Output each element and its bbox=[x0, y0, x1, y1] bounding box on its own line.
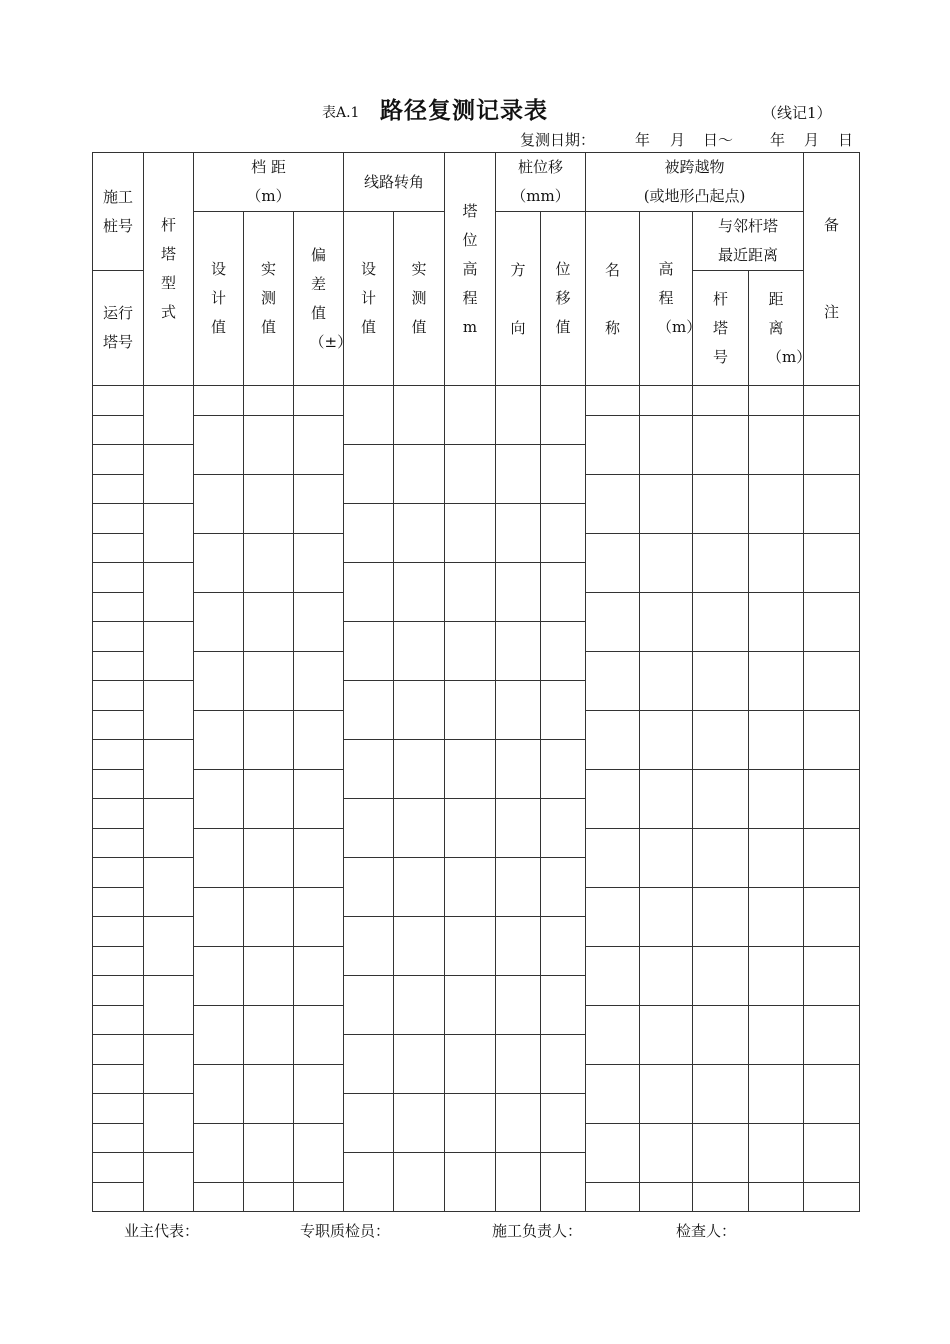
pole-tower-no-cell[interactable] bbox=[693, 946, 749, 1005]
header-span-design: 设计值 bbox=[194, 212, 244, 386]
header-angle-design: 设计值 bbox=[344, 212, 394, 386]
span-deviation-cell[interactable] bbox=[294, 386, 344, 416]
angle-measured-cell[interactable] bbox=[394, 740, 445, 799]
elevation-cell[interactable] bbox=[445, 740, 496, 799]
object-name-cell[interactable] bbox=[586, 1123, 640, 1182]
span-design-cell[interactable] bbox=[194, 474, 244, 533]
angle-measured-cell[interactable] bbox=[394, 681, 445, 740]
object-elevation-cell[interactable] bbox=[640, 710, 693, 769]
tower-type-cell[interactable] bbox=[144, 976, 194, 1035]
direction-cell[interactable] bbox=[496, 622, 541, 681]
pole-tower-no-cell[interactable] bbox=[693, 710, 749, 769]
object-name-cell[interactable] bbox=[586, 710, 640, 769]
tower-type-cell[interactable] bbox=[144, 563, 194, 622]
object-elevation-cell[interactable] bbox=[640, 1005, 693, 1064]
tower-type-cell[interactable] bbox=[144, 681, 194, 740]
span-deviation-cell[interactable] bbox=[294, 887, 344, 946]
object-elevation-cell[interactable] bbox=[640, 946, 693, 1005]
object-elevation-cell[interactable] bbox=[640, 887, 693, 946]
angle-measured-cell[interactable] bbox=[394, 917, 445, 976]
remarks-cell[interactable] bbox=[804, 474, 860, 533]
pole-tower-no-cell[interactable] bbox=[693, 1182, 749, 1212]
remarks-cell[interactable] bbox=[804, 1182, 860, 1212]
pile-cell[interactable] bbox=[93, 1005, 144, 1035]
object-elevation-cell[interactable] bbox=[640, 1064, 693, 1123]
displacement-cell[interactable] bbox=[541, 504, 586, 563]
object-name-cell[interactable] bbox=[586, 592, 640, 651]
span-measured-cell[interactable] bbox=[244, 386, 294, 416]
span-deviation-cell[interactable] bbox=[294, 533, 344, 592]
header-span: 档 距 （m） bbox=[194, 153, 344, 212]
header-operation-tower: 运行塔号 bbox=[93, 271, 144, 386]
object-name-cell[interactable] bbox=[586, 651, 640, 710]
angle-design-cell[interactable] bbox=[344, 740, 394, 799]
span-measured-cell[interactable] bbox=[244, 1064, 294, 1123]
pile-cell[interactable] bbox=[93, 828, 144, 858]
span-design-cell[interactable] bbox=[194, 710, 244, 769]
displacement-cell[interactable] bbox=[541, 1094, 586, 1153]
displacement-cell[interactable] bbox=[541, 563, 586, 622]
object-name-cell[interactable] bbox=[586, 1182, 640, 1212]
signature-footer bbox=[0, 1220, 950, 1242]
span-measured-cell[interactable] bbox=[244, 828, 294, 887]
pile-cell[interactable] bbox=[93, 386, 144, 416]
tower-type-cell[interactable] bbox=[144, 504, 194, 563]
object-elevation-cell[interactable] bbox=[640, 828, 693, 887]
pole-tower-no-cell[interactable] bbox=[693, 828, 749, 887]
direction-cell[interactable] bbox=[496, 563, 541, 622]
header-remarks: 备注 bbox=[804, 153, 860, 386]
span-measured-cell[interactable] bbox=[244, 533, 294, 592]
header-tower-type: 杆塔型式 bbox=[144, 153, 194, 386]
header-crossed-objects: 被跨越物 (或地形凸起点) bbox=[586, 153, 804, 212]
angle-design-cell[interactable] bbox=[344, 917, 394, 976]
remarks-cell[interactable] bbox=[804, 1064, 860, 1123]
date-year-end: 年 bbox=[770, 131, 786, 149]
elevation-cell[interactable] bbox=[445, 917, 496, 976]
angle-design-cell[interactable] bbox=[344, 386, 394, 445]
direction-cell[interactable] bbox=[496, 976, 541, 1035]
date-month-end: 月 bbox=[804, 131, 820, 149]
span-deviation-cell[interactable] bbox=[294, 769, 344, 828]
pile-cell[interactable] bbox=[93, 740, 144, 770]
distance-cell[interactable] bbox=[749, 710, 804, 769]
object-elevation-cell[interactable] bbox=[640, 533, 693, 592]
survey-date-row bbox=[520, 129, 860, 149]
object-name-cell[interactable] bbox=[586, 769, 640, 828]
angle-measured-cell[interactable] bbox=[394, 622, 445, 681]
remarks-cell[interactable] bbox=[804, 533, 860, 592]
direction-cell[interactable] bbox=[496, 917, 541, 976]
header-nearest-distance: 与邻杆塔 最近距离 bbox=[693, 212, 804, 271]
tower-type-cell[interactable] bbox=[144, 858, 194, 917]
tower-type-cell[interactable] bbox=[144, 622, 194, 681]
remarks-cell[interactable] bbox=[804, 651, 860, 710]
pole-tower-no-cell[interactable] bbox=[693, 1064, 749, 1123]
remarks-cell[interactable] bbox=[804, 386, 860, 416]
tower-type-cell[interactable] bbox=[144, 1035, 194, 1094]
span-measured-cell[interactable] bbox=[244, 946, 294, 1005]
pile-cell[interactable] bbox=[93, 474, 144, 504]
span-measured-cell[interactable] bbox=[244, 1005, 294, 1064]
direction-cell[interactable] bbox=[496, 1035, 541, 1094]
pole-tower-no-cell[interactable] bbox=[693, 592, 749, 651]
object-name-cell[interactable] bbox=[586, 1064, 640, 1123]
elevation-cell[interactable] bbox=[445, 386, 496, 445]
direction-cell[interactable] bbox=[496, 799, 541, 858]
object-name-cell[interactable] bbox=[586, 533, 640, 592]
header-object-elevation: 高程（m） bbox=[640, 212, 693, 386]
elevation-cell[interactable] bbox=[445, 976, 496, 1035]
elevation-cell[interactable] bbox=[445, 445, 496, 504]
displacement-cell[interactable] bbox=[541, 445, 586, 504]
pile-cell[interactable] bbox=[93, 504, 144, 534]
span-deviation-cell[interactable] bbox=[294, 946, 344, 1005]
direction-cell[interactable] bbox=[496, 1094, 541, 1153]
span-measured-cell[interactable] bbox=[244, 1182, 294, 1212]
distance-cell[interactable] bbox=[749, 769, 804, 828]
object-name-cell[interactable] bbox=[586, 946, 640, 1005]
distance-cell[interactable] bbox=[749, 1005, 804, 1064]
angle-design-cell[interactable] bbox=[344, 1035, 394, 1094]
displacement-cell[interactable] bbox=[541, 1035, 586, 1094]
pile-cell[interactable] bbox=[93, 651, 144, 681]
title-row bbox=[0, 92, 950, 124]
tower-type-cell[interactable] bbox=[144, 1094, 194, 1153]
span-design-cell[interactable] bbox=[194, 592, 244, 651]
pile-cell[interactable] bbox=[93, 563, 144, 593]
angle-measured-cell[interactable] bbox=[394, 504, 445, 563]
span-design-cell[interactable] bbox=[194, 1005, 244, 1064]
span-design-cell[interactable] bbox=[194, 1123, 244, 1182]
pile-cell[interactable] bbox=[93, 858, 144, 888]
tower-type-cell[interactable] bbox=[144, 445, 194, 504]
construction-lead-label: 施工负责人： bbox=[492, 1222, 583, 1240]
span-deviation-cell[interactable] bbox=[294, 474, 344, 533]
tower-type-cell[interactable] bbox=[144, 917, 194, 976]
angle-measured-cell[interactable] bbox=[394, 445, 445, 504]
angle-design-cell[interactable] bbox=[344, 799, 394, 858]
angle-measured-cell[interactable] bbox=[394, 858, 445, 917]
pile-cell[interactable] bbox=[93, 946, 144, 976]
pole-tower-no-cell[interactable] bbox=[693, 386, 749, 416]
displacement-cell[interactable] bbox=[541, 917, 586, 976]
displacement-cell[interactable] bbox=[541, 976, 586, 1035]
quality-inspector-label: 专职质检员： bbox=[300, 1222, 391, 1240]
remarks-cell[interactable] bbox=[804, 1005, 860, 1064]
object-elevation-cell[interactable] bbox=[640, 415, 693, 474]
angle-design-cell[interactable] bbox=[344, 1094, 394, 1153]
angle-measured-cell[interactable] bbox=[394, 799, 445, 858]
angle-design-cell[interactable] bbox=[344, 681, 394, 740]
angle-design-cell[interactable] bbox=[344, 504, 394, 563]
direction-cell[interactable] bbox=[496, 445, 541, 504]
remarks-cell[interactable] bbox=[804, 887, 860, 946]
angle-measured-cell[interactable] bbox=[394, 976, 445, 1035]
elevation-cell[interactable] bbox=[445, 1035, 496, 1094]
date-label: 复测日期： bbox=[520, 131, 596, 149]
object-name-cell[interactable] bbox=[586, 415, 640, 474]
pile-cell[interactable] bbox=[93, 415, 144, 445]
span-deviation-cell[interactable] bbox=[294, 1123, 344, 1182]
header-angle-measured: 实测值 bbox=[394, 212, 445, 386]
date-day-start: 日～ bbox=[703, 131, 734, 149]
span-measured-cell[interactable] bbox=[244, 1123, 294, 1182]
pole-tower-no-cell[interactable] bbox=[693, 1123, 749, 1182]
span-design-cell[interactable] bbox=[194, 887, 244, 946]
pole-tower-no-cell[interactable] bbox=[693, 415, 749, 474]
header-object-name: 名称 bbox=[586, 212, 640, 386]
form-code: （线记1） bbox=[762, 104, 832, 122]
distance-cell[interactable] bbox=[749, 946, 804, 1005]
date-year-start: 年 bbox=[635, 131, 651, 149]
header-span-measured: 实测值 bbox=[244, 212, 294, 386]
object-name-cell[interactable] bbox=[586, 1005, 640, 1064]
distance-cell[interactable] bbox=[749, 651, 804, 710]
elevation-cell[interactable] bbox=[445, 1153, 496, 1212]
angle-design-cell[interactable] bbox=[344, 563, 394, 622]
pile-cell[interactable] bbox=[93, 1094, 144, 1124]
header-construction-pile: 施工桩号 bbox=[93, 153, 144, 271]
span-measured-cell[interactable] bbox=[244, 887, 294, 946]
direction-cell[interactable] bbox=[496, 386, 541, 445]
distance-cell[interactable] bbox=[749, 828, 804, 887]
object-elevation-cell[interactable] bbox=[640, 769, 693, 828]
pole-tower-no-cell[interactable] bbox=[693, 1005, 749, 1064]
remarks-cell[interactable] bbox=[804, 415, 860, 474]
span-design-cell[interactable] bbox=[194, 651, 244, 710]
span-design-cell[interactable] bbox=[194, 386, 244, 416]
remarks-cell[interactable] bbox=[804, 592, 860, 651]
angle-design-cell[interactable] bbox=[344, 622, 394, 681]
span-deviation-cell[interactable] bbox=[294, 651, 344, 710]
pile-cell[interactable] bbox=[93, 622, 144, 652]
angle-measured-cell[interactable] bbox=[394, 563, 445, 622]
elevation-cell[interactable] bbox=[445, 858, 496, 917]
header-displacement-value: 位移值 bbox=[541, 212, 586, 386]
span-measured-cell[interactable] bbox=[244, 710, 294, 769]
span-design-cell[interactable] bbox=[194, 769, 244, 828]
table-row bbox=[93, 386, 860, 416]
displacement-cell[interactable] bbox=[541, 1153, 586, 1212]
direction-cell[interactable] bbox=[496, 681, 541, 740]
angle-design-cell[interactable] bbox=[344, 445, 394, 504]
direction-cell[interactable] bbox=[496, 740, 541, 799]
distance-cell[interactable] bbox=[749, 386, 804, 416]
span-deviation-cell[interactable] bbox=[294, 415, 344, 474]
angle-design-cell[interactable] bbox=[344, 976, 394, 1035]
tower-type-cell[interactable] bbox=[144, 1153, 194, 1212]
pile-cell[interactable] bbox=[93, 710, 144, 740]
pile-cell[interactable] bbox=[93, 887, 144, 917]
remarks-cell[interactable] bbox=[804, 710, 860, 769]
pole-tower-no-cell[interactable] bbox=[693, 769, 749, 828]
span-design-cell[interactable] bbox=[194, 533, 244, 592]
date-day-end: 日 bbox=[838, 131, 854, 149]
angle-measured-cell[interactable] bbox=[394, 1035, 445, 1094]
pole-tower-no-cell[interactable] bbox=[693, 651, 749, 710]
pile-cell[interactable] bbox=[93, 769, 144, 799]
span-design-cell[interactable] bbox=[194, 828, 244, 887]
pole-tower-no-cell[interactable] bbox=[693, 474, 749, 533]
distance-cell[interactable] bbox=[749, 887, 804, 946]
pile-cell[interactable] bbox=[93, 799, 144, 829]
displacement-cell[interactable] bbox=[541, 681, 586, 740]
date-month-start: 月 bbox=[670, 131, 686, 149]
displacement-cell[interactable] bbox=[541, 622, 586, 681]
elevation-cell[interactable] bbox=[445, 504, 496, 563]
distance-cell[interactable] bbox=[749, 533, 804, 592]
angle-measured-cell[interactable] bbox=[394, 1153, 445, 1212]
span-measured-cell[interactable] bbox=[244, 415, 294, 474]
object-name-cell[interactable] bbox=[586, 828, 640, 887]
pile-cell[interactable] bbox=[93, 592, 144, 622]
object-name-cell[interactable] bbox=[586, 474, 640, 533]
elevation-cell[interactable] bbox=[445, 799, 496, 858]
span-deviation-cell[interactable] bbox=[294, 1182, 344, 1212]
direction-cell[interactable] bbox=[496, 1153, 541, 1212]
span-measured-cell[interactable] bbox=[244, 592, 294, 651]
displacement-cell[interactable] bbox=[541, 740, 586, 799]
pile-cell[interactable] bbox=[93, 681, 144, 711]
pole-tower-no-cell[interactable] bbox=[693, 533, 749, 592]
object-elevation-cell[interactable] bbox=[640, 592, 693, 651]
object-elevation-cell[interactable] bbox=[640, 474, 693, 533]
header-pile-displacement: 桩位移 （mm） bbox=[496, 153, 586, 212]
object-elevation-cell[interactable] bbox=[640, 386, 693, 416]
span-measured-cell[interactable] bbox=[244, 474, 294, 533]
displacement-cell[interactable] bbox=[541, 858, 586, 917]
distance-cell[interactable] bbox=[749, 1123, 804, 1182]
distance-cell[interactable] bbox=[749, 474, 804, 533]
page-title: 路径复测记录表 bbox=[380, 97, 548, 124]
span-design-cell[interactable] bbox=[194, 415, 244, 474]
span-deviation-cell[interactable] bbox=[294, 1005, 344, 1064]
object-elevation-cell[interactable] bbox=[640, 1182, 693, 1212]
elevation-cell[interactable] bbox=[445, 681, 496, 740]
span-measured-cell[interactable] bbox=[244, 769, 294, 828]
pile-cell[interactable] bbox=[93, 533, 144, 563]
pile-cell[interactable] bbox=[93, 976, 144, 1006]
displacement-cell[interactable] bbox=[541, 799, 586, 858]
displacement-cell[interactable] bbox=[541, 386, 586, 445]
header-tower-elevation: 塔位高程m bbox=[445, 153, 496, 386]
angle-measured-cell[interactable] bbox=[394, 386, 445, 445]
tower-type-cell[interactable] bbox=[144, 740, 194, 799]
distance-cell[interactable] bbox=[749, 1182, 804, 1212]
elevation-cell[interactable] bbox=[445, 563, 496, 622]
pile-cell[interactable] bbox=[93, 445, 144, 475]
object-name-cell[interactable] bbox=[586, 887, 640, 946]
owner-representative-label: 业主代表： bbox=[124, 1222, 200, 1240]
pile-cell[interactable] bbox=[93, 1123, 144, 1153]
header-direction: 方向 bbox=[496, 212, 541, 386]
pile-cell[interactable] bbox=[93, 1064, 144, 1094]
span-design-cell[interactable] bbox=[194, 946, 244, 1005]
span-measured-cell[interactable] bbox=[244, 651, 294, 710]
distance-cell[interactable] bbox=[749, 415, 804, 474]
header-pole-tower-no: 杆塔号 bbox=[693, 271, 749, 386]
remarks-cell[interactable] bbox=[804, 1123, 860, 1182]
header-span-deviation: 偏差值（±） bbox=[294, 212, 344, 386]
direction-cell[interactable] bbox=[496, 504, 541, 563]
elevation-cell[interactable] bbox=[445, 622, 496, 681]
pile-cell[interactable] bbox=[93, 917, 144, 947]
tower-type-cell[interactable] bbox=[144, 799, 194, 858]
survey-record-table bbox=[92, 152, 860, 1212]
object-elevation-cell[interactable] bbox=[640, 651, 693, 710]
distance-cell[interactable] bbox=[749, 1064, 804, 1123]
direction-cell[interactable] bbox=[496, 858, 541, 917]
remarks-cell[interactable] bbox=[804, 828, 860, 887]
distance-cell[interactable] bbox=[749, 592, 804, 651]
angle-design-cell[interactable] bbox=[344, 1153, 394, 1212]
table-number: 表A.1 bbox=[322, 105, 360, 121]
pile-cell[interactable] bbox=[93, 1153, 144, 1183]
pile-cell[interactable] bbox=[93, 1035, 144, 1065]
span-deviation-cell[interactable] bbox=[294, 1064, 344, 1123]
remarks-cell[interactable] bbox=[804, 946, 860, 1005]
angle-design-cell[interactable] bbox=[344, 858, 394, 917]
elevation-cell[interactable] bbox=[445, 1094, 496, 1153]
span-deviation-cell[interactable] bbox=[294, 710, 344, 769]
span-deviation-cell[interactable] bbox=[294, 828, 344, 887]
pile-cell[interactable] bbox=[93, 1182, 144, 1212]
checker-label: 检查人： bbox=[676, 1222, 737, 1240]
remarks-cell[interactable] bbox=[804, 769, 860, 828]
pole-tower-no-cell[interactable] bbox=[693, 887, 749, 946]
tower-type-cell[interactable] bbox=[144, 386, 194, 445]
span-design-cell[interactable] bbox=[194, 1064, 244, 1123]
span-design-cell[interactable] bbox=[194, 1182, 244, 1212]
span-deviation-cell[interactable] bbox=[294, 592, 344, 651]
header-distance: 距离（m） bbox=[749, 271, 804, 386]
object-elevation-cell[interactable] bbox=[640, 1123, 693, 1182]
header-line-turn-angle: 线路转角 bbox=[344, 153, 445, 212]
angle-measured-cell[interactable] bbox=[394, 1094, 445, 1153]
object-name-cell[interactable] bbox=[586, 386, 640, 416]
